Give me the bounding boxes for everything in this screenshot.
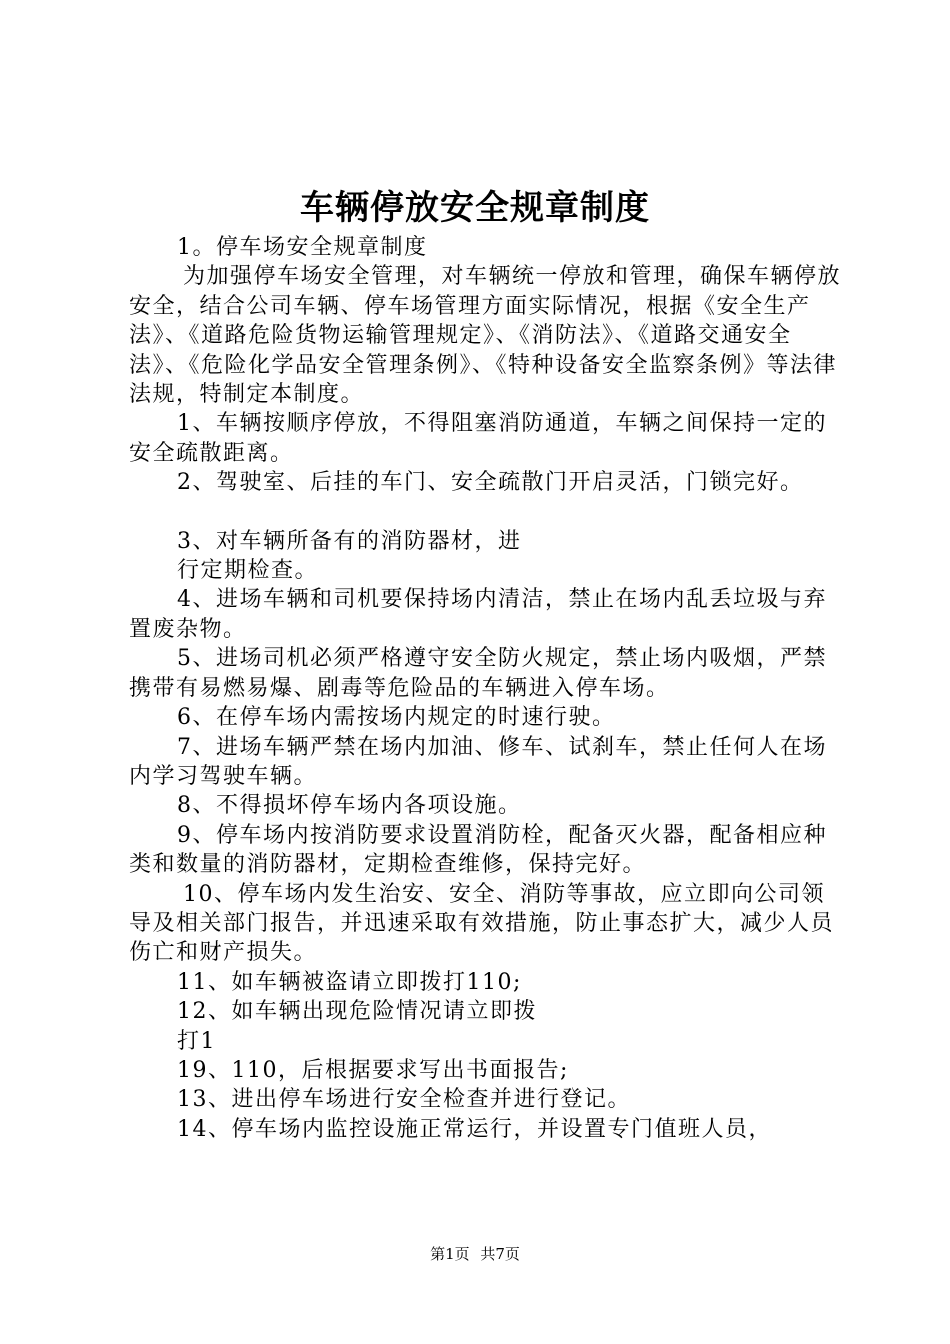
section-heading: 1。停车场安全规章制度 [177, 235, 428, 260]
page-footer [0, 1244, 950, 1264]
blank-line [129, 498, 841, 527]
rule-10: 10、停车场内发生治安、安全、消防等事故，应立即向公司领导及相关部门报告，并迅速采取有效措施，防止事态扩大，减少人员伤亡和财产损失。 [129, 881, 835, 966]
intro-paragraph: 为加强停车场安全管理，对车辆统一停放和管理，确保车辆停放安全，结合公司车辆、停车场管理方面实际情况，根据《安全生产法》、《道路危险货物运输管理规定》、《消防法》、《道路交通安全法》、《危险化学品安全管理条例》、《特种设备安全监察条例》等法律法规，特制定本制度。 [129, 264, 842, 408]
rule-9: 9、停车场内按消防要求设置消防栓，配备灭火器，配备相应种类和数量的消防器材，定期检查维修，保持完好。 [129, 822, 827, 878]
rule-13: 13、进出停车场进行安全检查并进行登记。 [177, 1087, 631, 1113]
document-body [129, 233, 841, 1144]
rule-4: 4、进场车辆和司机要保持场内清洁，禁止在场内乱丢垃圾与弃置废杂物。 [129, 587, 827, 642]
page-number: 第1页 [430, 1245, 470, 1263]
rule-1: 1、车辆按顺序停放，不得阻塞消防通道，车辆之间保持一定的安全疏散距离。 [129, 411, 827, 466]
rule-12-continued: 打1 [177, 1028, 216, 1054]
rule-6: 6、在停车场内需按场内规定的时速行驶。 [177, 705, 616, 731]
rule-3-continued: 行定期检查。 [177, 558, 319, 584]
rule-19: 19、110，后根据要求写出书面报告; [177, 1057, 569, 1083]
rule-8: 8、不得损坏停车场内各项设施。 [177, 793, 522, 819]
rule-11: 11、如车辆被盗请立即拨打110; [177, 969, 522, 995]
rule-3: 3、对车辆所备有的消防器材，进 [177, 528, 522, 554]
rule-5: 5、进场司机必须严格遵守安全防火规定，禁止场内吸烟，严禁携带有易燃易爆、剧毒等危险品的车辆进入停车场。 [129, 646, 827, 701]
page-total: 共7页 [480, 1245, 520, 1263]
rule-14: 14、停车场内监控设施正常运行，并设置专门值班人员， [177, 1116, 772, 1142]
document-title: 车辆停放安全规章制度 [300, 188, 650, 228]
rule-12: 12、如车辆出现危险情况请立即拨 [177, 999, 537, 1025]
rule-2: 2、驾驶室、后挂的车门、安全疏散门开启灵活，门锁完好。 [177, 470, 804, 496]
rule-7: 7、进场车辆严禁在场内加油、修车、试刹车，禁止任何人在场内学习驾驶车辆。 [129, 734, 827, 789]
